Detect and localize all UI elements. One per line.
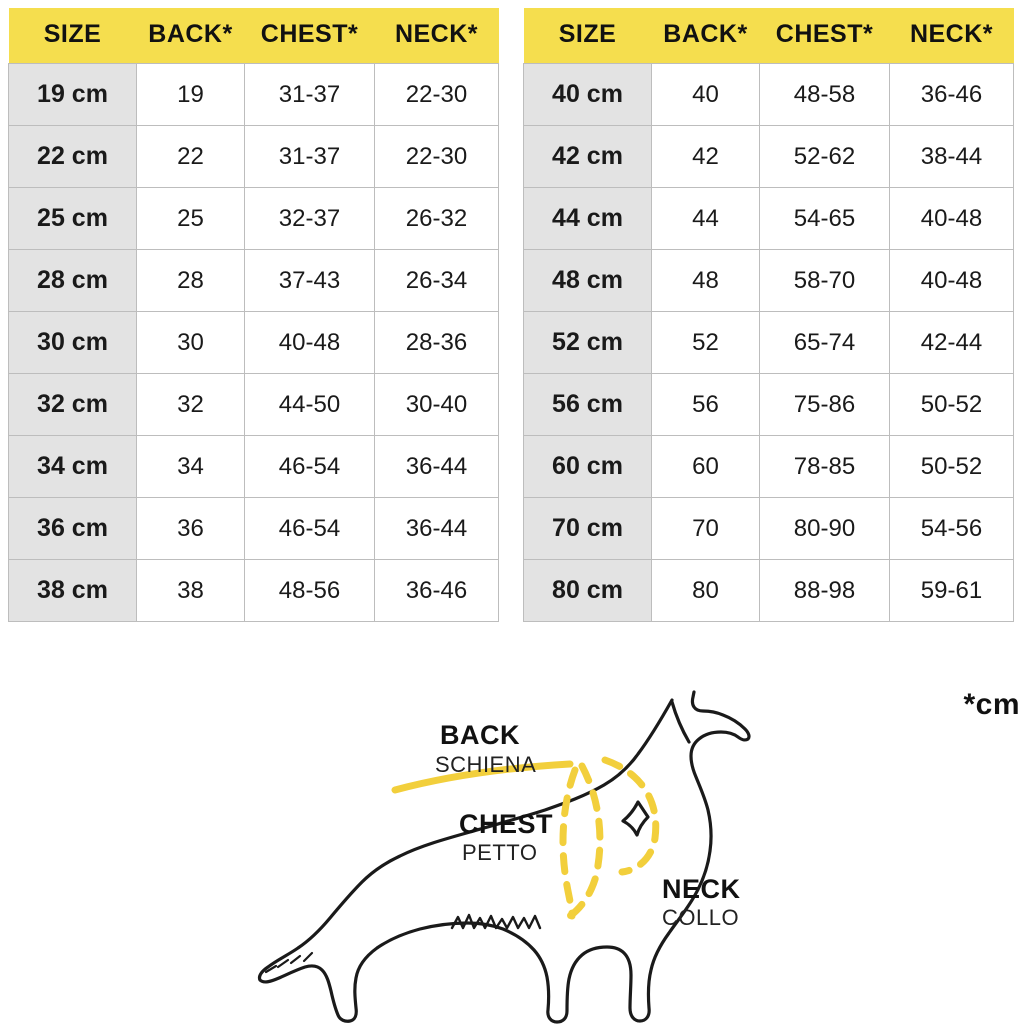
cell-chest: 52-62 [760,126,890,188]
table-row [524,560,1014,622]
column-header-back: BACK* [137,8,245,64]
cell-chest: 40-48 [245,312,375,374]
table-row [9,250,499,312]
table-row [524,126,1014,188]
cell-neck: 50-52 [890,374,1014,436]
column-header-chest: CHEST* [760,8,890,64]
cell-chest: 32-37 [245,188,375,250]
size-table-right [523,8,1014,622]
cell-size: 70 cm [524,498,652,560]
table-row [9,560,499,622]
cell-size: 44 cm [524,188,652,250]
table-row [9,374,499,436]
cell-neck: 42-44 [890,312,1014,374]
cell-chest: 44-50 [245,374,375,436]
cell-size: 52 cm [524,312,652,374]
label-back-sub: SCHIENA [435,752,537,777]
cell-back: 56 [652,374,760,436]
cell-chest: 31-37 [245,126,375,188]
cell-chest: 75-86 [760,374,890,436]
cell-back: 32 [137,374,245,436]
cell-neck: 26-34 [375,250,499,312]
cell-neck: 28-36 [375,312,499,374]
cell-chest: 54-65 [760,188,890,250]
cell-back: 30 [137,312,245,374]
column-header-back: BACK* [652,8,760,64]
cell-size: 28 cm [9,250,137,312]
column-header-size: SIZE [9,8,137,64]
diagram-labels [435,720,741,930]
table-row [9,312,499,374]
cell-back: 42 [652,126,760,188]
cell-size: 60 cm [524,436,652,498]
cell-chest: 65-74 [760,312,890,374]
cell-back: 44 [652,188,760,250]
cell-back: 80 [652,560,760,622]
cell-neck: 50-52 [890,436,1014,498]
cell-chest: 78-85 [760,436,890,498]
cell-back: 22 [137,126,245,188]
cell-neck: 22-30 [375,64,499,126]
dog-measurement-diagram [0,690,1034,1024]
cell-chest: 31-37 [245,64,375,126]
cell-chest: 58-70 [760,250,890,312]
cell-size: 42 cm [524,126,652,188]
table-row [9,188,499,250]
cell-back: 70 [652,498,760,560]
cell-back: 38 [137,560,245,622]
cell-size: 25 cm [9,188,137,250]
cell-back: 34 [137,436,245,498]
cell-size: 80 cm [524,560,652,622]
cell-chest: 37-43 [245,250,375,312]
cell-neck: 36-46 [375,560,499,622]
column-header-neck: NECK* [375,8,499,64]
cell-size: 32 cm [9,374,137,436]
cell-size: 38 cm [9,560,137,622]
table-row [524,374,1014,436]
cell-chest: 48-58 [760,64,890,126]
label-neck: NECK [662,874,741,904]
table-row [524,436,1014,498]
cell-size: 40 cm [524,64,652,126]
cell-size: 48 cm [524,250,652,312]
table-header-row [9,8,499,64]
cell-neck: 22-30 [375,126,499,188]
cell-back: 60 [652,436,760,498]
cell-size: 19 cm [9,64,137,126]
table-row [524,188,1014,250]
cell-neck: 36-46 [890,64,1014,126]
cell-neck: 38-44 [890,126,1014,188]
table-row [9,64,499,126]
table-row [524,250,1014,312]
size-table-left [8,8,499,622]
unit-note: *cm [963,688,1020,721]
label-back: BACK [440,720,520,750]
cell-back: 40 [652,64,760,126]
cell-neck: 26-32 [375,188,499,250]
cell-size: 34 cm [9,436,137,498]
table-row [524,64,1014,126]
cell-chest: 88-98 [760,560,890,622]
label-chest-sub: PETTO [462,840,538,865]
table-row [9,436,499,498]
cell-neck: 59-61 [890,560,1014,622]
label-chest: CHEST [459,809,554,839]
cell-neck: 36-44 [375,498,499,560]
cell-back: 36 [137,498,245,560]
cell-neck: 54-56 [890,498,1014,560]
column-header-chest: CHEST* [245,8,375,64]
cell-back: 28 [137,250,245,312]
cell-back: 52 [652,312,760,374]
cell-neck: 30-40 [375,374,499,436]
cell-size: 30 cm [9,312,137,374]
cell-chest: 80-90 [760,498,890,560]
cell-back: 19 [137,64,245,126]
table-row [524,498,1014,560]
cell-size: 22 cm [9,126,137,188]
table-row [9,498,499,560]
column-header-size: SIZE [524,8,652,64]
cell-neck: 40-48 [890,250,1014,312]
table-header-row [524,8,1014,64]
table-row [9,126,499,188]
label-neck-sub: COLLO [662,905,740,930]
table-row [524,312,1014,374]
cell-back: 25 [137,188,245,250]
cell-chest: 46-54 [245,498,375,560]
chest-measure-line-front [563,770,575,916]
cell-chest: 46-54 [245,436,375,498]
cell-back: 48 [652,250,760,312]
cell-neck: 36-44 [375,436,499,498]
cell-neck: 40-48 [890,188,1014,250]
cell-size: 56 cm [524,374,652,436]
column-header-neck: NECK* [890,8,1014,64]
cell-size: 36 cm [9,498,137,560]
cell-chest: 48-56 [245,560,375,622]
